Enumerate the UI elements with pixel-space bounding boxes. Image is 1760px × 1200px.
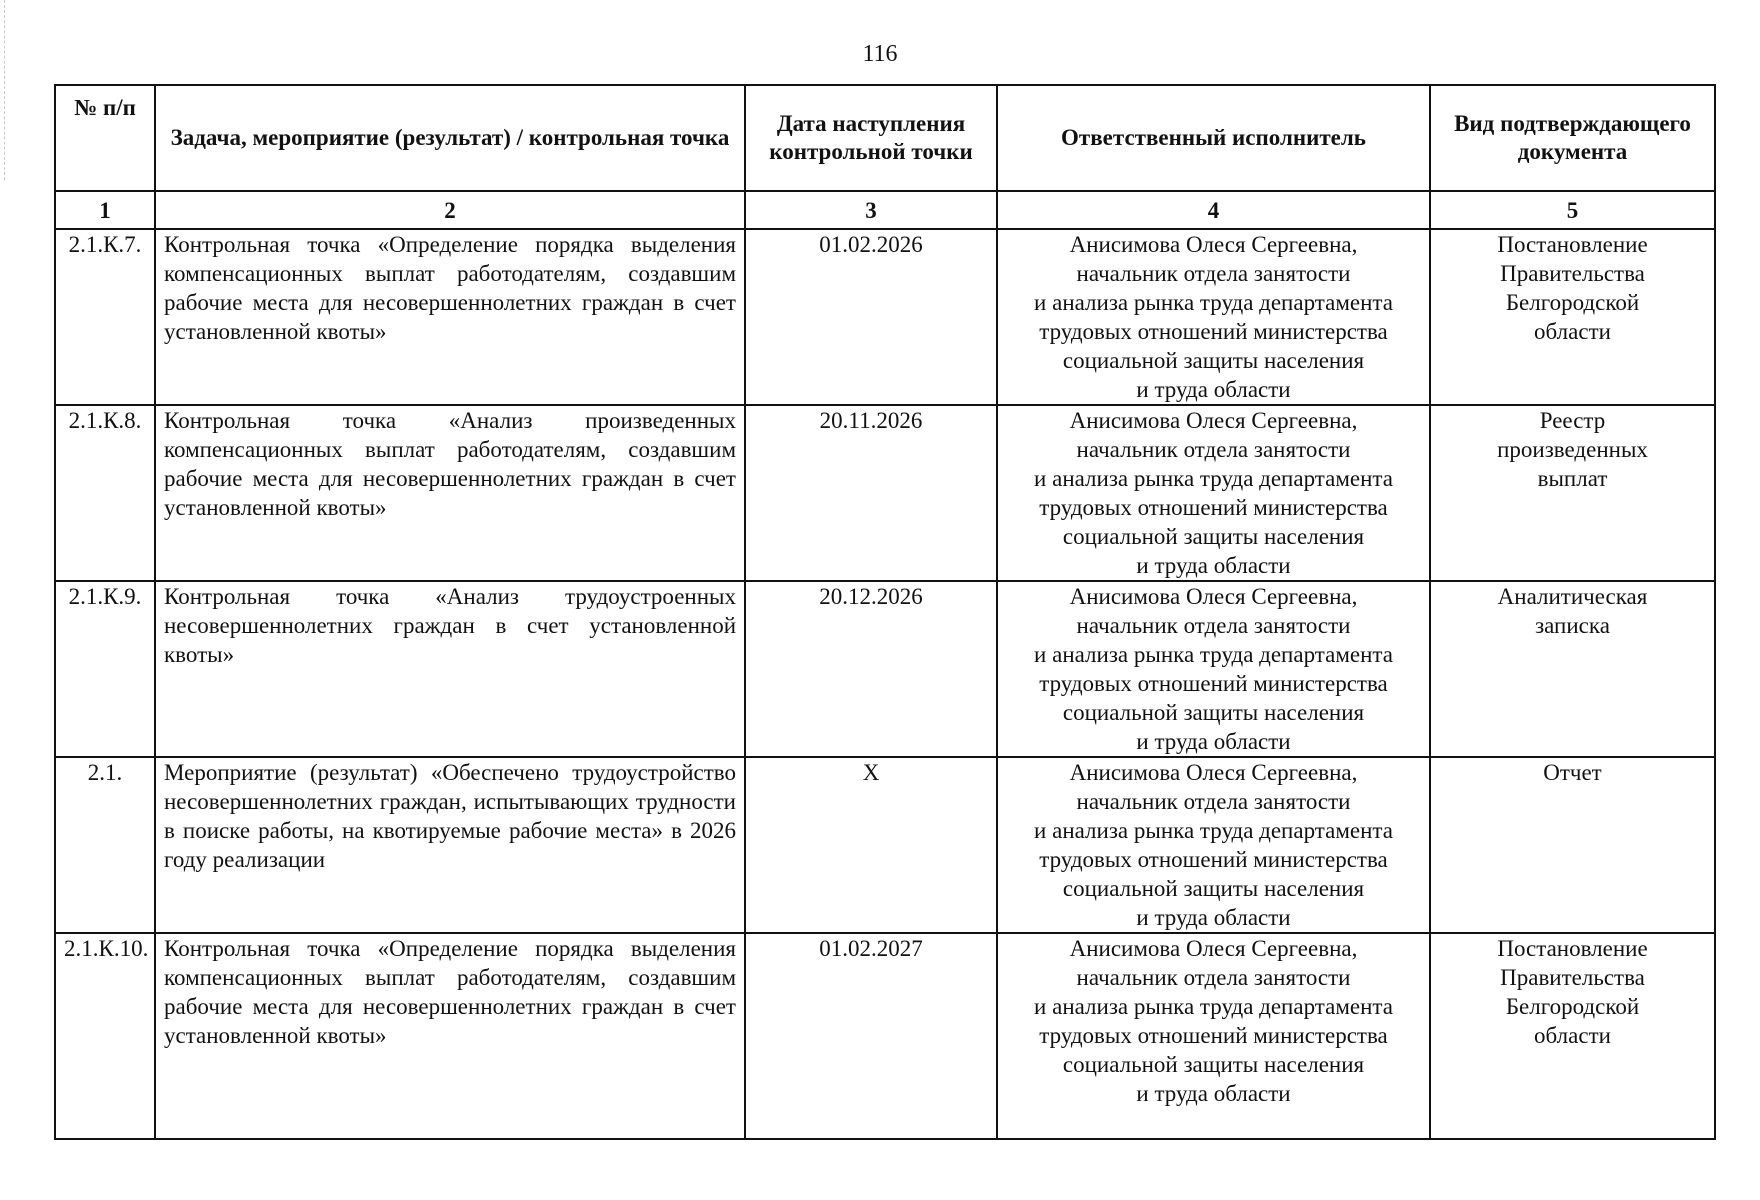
column-index: 1 — [55, 191, 155, 229]
confirming-document — [1430, 933, 1715, 1139]
responsible-line: и анализа рынка труда департамента — [1034, 466, 1393, 491]
document-line: Аналитическая — [1497, 584, 1648, 609]
control-date: 20.11.2026 — [745, 405, 997, 581]
table-row — [55, 757, 1715, 933]
responsible-line: Анисимова Олеся Сергеевна, — [1069, 408, 1358, 433]
document-line: произведенных — [1497, 437, 1648, 462]
table-row — [55, 229, 1715, 405]
responsible-line: социальной защиты населения — [1062, 1052, 1365, 1077]
responsible-line: начальник отдела занятости — [1076, 613, 1351, 638]
column-index: 2 — [155, 191, 745, 229]
responsible-line: социальной защиты населения — [1062, 524, 1365, 549]
column-index: 3 — [745, 191, 997, 229]
task-description: Контрольная точка «Определение порядка выделения компенсационных выплат работодателям, создавшим рабочие места для несовершеннолетних граждан в счет установленной квоты» — [155, 933, 745, 1139]
document-line: Правительства — [1500, 261, 1645, 286]
responsible-line: начальник отдела занятости — [1076, 261, 1351, 286]
responsible-line: трудовых отношений министерства — [1039, 671, 1388, 696]
responsible-line: и труда области — [1136, 553, 1291, 578]
responsible-line: трудовых отношений министерства — [1039, 495, 1388, 520]
row-number: 2.1.К.9. — [55, 581, 155, 757]
document-line: Постановление — [1497, 936, 1648, 961]
responsible-line: Анисимова Олеся Сергеевна, — [1069, 584, 1358, 609]
column-index-row — [55, 191, 1715, 229]
responsible-line: начальник отдела занятости — [1076, 437, 1351, 462]
control-date: Х — [745, 757, 997, 933]
row-number: 2.1.К.8. — [55, 405, 155, 581]
responsible-line: Анисимова Олеся Сергеевна, — [1069, 232, 1358, 257]
table-row — [55, 581, 1715, 757]
responsible-line: и труда области — [1136, 1081, 1291, 1106]
document-line: области — [1534, 319, 1611, 344]
task-description: Мероприятие (результат) «Обеспечено трудоустройство несовершеннолетних граждан, испытывающих трудности в поиске работы, на квотируемые рабочие места» в 2026 году реализации — [155, 757, 745, 933]
responsible-line: и труда области — [1136, 377, 1291, 402]
column-index: 4 — [997, 191, 1430, 229]
header-task: Задача, мероприятие (результат) / контрольная точка — [155, 85, 745, 191]
table-row — [55, 933, 1715, 1139]
responsible-line: социальной защиты населения — [1062, 700, 1365, 725]
responsible-executor — [997, 757, 1430, 933]
table-body — [55, 229, 1715, 1139]
confirming-document — [1430, 405, 1715, 581]
responsible-line: и анализа рынка труда департамента — [1034, 290, 1393, 315]
document-line: записка — [1535, 613, 1610, 638]
header-date: Дата наступления контрольной точки — [745, 85, 997, 191]
header-document: Вид подтверждающего документа — [1430, 85, 1715, 191]
document-line: Постановление — [1497, 232, 1648, 257]
row-number: 2.1.К.7. — [55, 229, 155, 405]
confirming-document — [1430, 581, 1715, 757]
task-description: Контрольная точка «Анализ произведенных компенсационных выплат работодателям, создавшим рабочие места для несовершеннолетних граждан в счет установленной квоты» — [155, 405, 745, 581]
responsible-line: социальной защиты населения — [1062, 348, 1365, 373]
responsible-line: начальник отдела занятости — [1076, 965, 1351, 990]
responsible-line: и труда области — [1136, 729, 1291, 754]
responsible-line: и анализа рынка труда департамента — [1034, 994, 1393, 1019]
document-line: области — [1534, 1023, 1611, 1048]
responsible-line: Анисимова Олеся Сергеевна, — [1069, 936, 1358, 961]
task-description: Контрольная точка «Анализ трудоустроенных несовершеннолетних граждан в счет установленной квоты» — [155, 581, 745, 757]
responsible-line: и анализа рынка труда департамента — [1034, 818, 1393, 843]
responsible-line: трудовых отношений министерства — [1039, 319, 1388, 344]
page-number: 116 — [862, 41, 898, 67]
document-line: Реестр — [1539, 408, 1606, 433]
table-header-row — [55, 85, 1715, 191]
document-line: Белгородской — [1505, 290, 1640, 315]
responsible-line: начальник отдела занятости — [1076, 789, 1351, 814]
responsible-line: Анисимова Олеся Сергеевна, — [1069, 760, 1358, 785]
document-line: выплат — [1537, 466, 1608, 491]
row-number: 2.1.К.10. — [55, 933, 155, 1139]
responsible-executor — [997, 581, 1430, 757]
document-line: Правительства — [1500, 965, 1645, 990]
header-number: № п/п — [55, 85, 155, 191]
control-date: 20.12.2026 — [745, 581, 997, 757]
control-points-table — [54, 84, 1716, 1140]
header-responsible: Ответственный исполнитель — [997, 85, 1430, 191]
confirming-document — [1430, 757, 1715, 933]
row-number: 2.1. — [55, 757, 155, 933]
document-line: Белгородской — [1505, 994, 1640, 1019]
column-index: 5 — [1430, 191, 1715, 229]
responsible-executor — [997, 933, 1430, 1139]
control-date: 01.02.2027 — [745, 933, 997, 1139]
responsible-executor — [997, 405, 1430, 581]
confirming-document — [1430, 229, 1715, 405]
responsible-line: трудовых отношений министерства — [1039, 847, 1388, 872]
control-date: 01.02.2026 — [745, 229, 997, 405]
responsible-line: и труда области — [1136, 905, 1291, 930]
responsible-line: социальной защиты населения — [1062, 876, 1365, 901]
task-description: Контрольная точка «Определение порядка выделения компенсационных выплат работодателям, создавшим рабочие места для несовершеннолетних граждан в счет установленной квоты» — [155, 229, 745, 405]
table-row — [55, 405, 1715, 581]
document-line: Отчет — [1543, 760, 1602, 785]
responsible-executor — [997, 229, 1430, 405]
responsible-line: трудовых отношений министерства — [1039, 1023, 1388, 1048]
responsible-line: и анализа рынка труда департамента — [1034, 642, 1393, 667]
scan-edge-mark — [4, 0, 6, 180]
